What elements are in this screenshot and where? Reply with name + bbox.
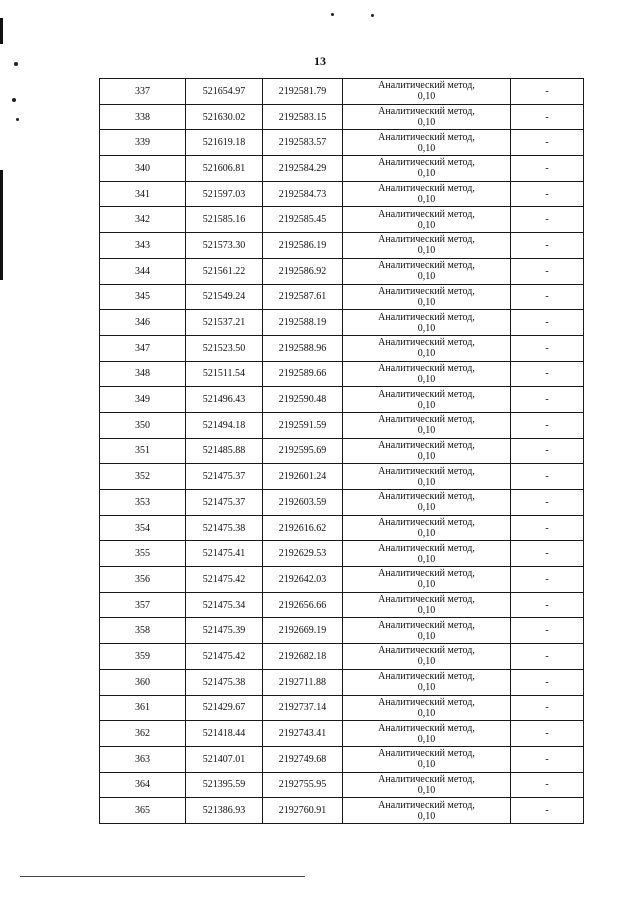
y-coordinate-cell: 2192591.59: [263, 412, 343, 438]
point-number-cell: 361: [100, 695, 186, 721]
description-cell: -: [511, 79, 584, 105]
y-coordinate-cell: 2192585.45: [263, 207, 343, 233]
method-text: 0,10: [417, 682, 436, 694]
x-coordinate-cell: 521386.93: [186, 798, 263, 824]
method-text: 0,10: [417, 759, 436, 771]
table-row: [100, 592, 584, 618]
y-coordinate-cell: 2192595.69: [263, 438, 343, 464]
point-number-cell: 349: [100, 387, 186, 413]
method-cell: [343, 464, 511, 490]
method-text: 0,10: [417, 579, 436, 591]
method-text: 0,10: [417, 142, 436, 154]
method-cell: [343, 798, 511, 824]
description-cell: -: [511, 130, 584, 156]
method-cell: [343, 233, 511, 259]
table-row: [100, 310, 584, 336]
method-text: Аналитический метод,: [378, 619, 475, 631]
x-coordinate-cell: 521654.97: [186, 79, 263, 105]
table-row: [100, 233, 584, 259]
scan-speck: [371, 14, 374, 17]
point-number-cell: 337: [100, 79, 186, 105]
point-number-cell: 351: [100, 438, 186, 464]
method-text: 0,10: [417, 399, 436, 411]
table-row: [100, 412, 584, 438]
method-text: Аналитический метод,: [378, 157, 475, 169]
scan-speck: [16, 118, 19, 121]
x-coordinate-cell: 521585.16: [186, 207, 263, 233]
method-text: 0,10: [417, 476, 436, 488]
method-cell: [343, 130, 511, 156]
x-coordinate-cell: 521475.37: [186, 464, 263, 490]
method-cell: [343, 669, 511, 695]
x-coordinate-cell: 521511.54: [186, 361, 263, 387]
table-row: [100, 207, 584, 233]
coordinates-table: [99, 78, 584, 824]
point-number-cell: 339: [100, 130, 186, 156]
y-coordinate-cell: 2192642.03: [263, 567, 343, 593]
x-coordinate-cell: 521494.18: [186, 412, 263, 438]
method-text: Аналитический метод,: [378, 311, 475, 323]
method-cell: [343, 541, 511, 567]
description-cell: -: [511, 644, 584, 670]
x-coordinate-cell: 521619.18: [186, 130, 263, 156]
point-number-cell: 352: [100, 464, 186, 490]
method-text: 0,10: [417, 322, 436, 334]
method-text: Аналитический метод,: [378, 208, 475, 220]
method-text: 0,10: [417, 553, 436, 565]
y-coordinate-cell: 2192755.95: [263, 772, 343, 798]
y-coordinate-cell: 2192743.41: [263, 721, 343, 747]
x-coordinate-cell: 521485.88: [186, 438, 263, 464]
method-text: Аналитический метод,: [378, 234, 475, 246]
x-coordinate-cell: 521475.34: [186, 592, 263, 618]
scan-edge-mark: [0, 170, 3, 280]
point-number-cell: 360: [100, 669, 186, 695]
table-row: [100, 515, 584, 541]
method-cell: [343, 721, 511, 747]
table-row: [100, 669, 584, 695]
description-cell: -: [511, 592, 584, 618]
method-text: Аналитический метод,: [378, 491, 475, 503]
method-cell: [343, 592, 511, 618]
point-number-cell: 340: [100, 156, 186, 182]
method-text: 0,10: [417, 348, 436, 360]
method-text: Аналитический метод,: [378, 671, 475, 683]
point-number-cell: 348: [100, 361, 186, 387]
table-row: [100, 79, 584, 105]
method-cell: [343, 644, 511, 670]
x-coordinate-cell: 521407.01: [186, 746, 263, 772]
method-text: 0,10: [417, 425, 436, 437]
description-cell: -: [511, 669, 584, 695]
method-cell: [343, 387, 511, 413]
method-text: Аналитический метод,: [378, 722, 475, 734]
x-coordinate-cell: 521395.59: [186, 772, 263, 798]
description-cell: -: [511, 387, 584, 413]
description-cell: -: [511, 541, 584, 567]
point-number-cell: 342: [100, 207, 186, 233]
point-number-cell: 362: [100, 721, 186, 747]
method-cell: [343, 438, 511, 464]
method-text: 0,10: [417, 784, 436, 796]
point-number-cell: 364: [100, 772, 186, 798]
table-row: [100, 156, 584, 182]
scan-speck: [331, 13, 334, 16]
point-number-cell: 350: [100, 412, 186, 438]
x-coordinate-cell: 521573.30: [186, 233, 263, 259]
table-row: [100, 798, 584, 824]
table-row: [100, 284, 584, 310]
x-coordinate-cell: 521630.02: [186, 104, 263, 130]
method-cell: [343, 181, 511, 207]
description-cell: -: [511, 207, 584, 233]
method-text: 0,10: [417, 194, 436, 206]
method-text: Аналитический метод,: [378, 542, 475, 554]
description-cell: -: [511, 181, 584, 207]
table-row: [100, 258, 584, 284]
x-coordinate-cell: 521475.39: [186, 618, 263, 644]
point-number-cell: 353: [100, 490, 186, 516]
table-row: [100, 695, 584, 721]
method-text: Аналитический метод,: [378, 773, 475, 785]
method-text: 0,10: [417, 733, 436, 745]
scan-speck: [12, 98, 16, 102]
description-cell: -: [511, 618, 584, 644]
table-row: [100, 130, 584, 156]
table-row: [100, 335, 584, 361]
method-text: Аналитический метод,: [378, 131, 475, 143]
method-text: Аналитический метод,: [378, 414, 475, 426]
y-coordinate-cell: 2192587.61: [263, 284, 343, 310]
table-row: [100, 490, 584, 516]
point-number-cell: 338: [100, 104, 186, 130]
method-text: Аналитический метод,: [378, 285, 475, 297]
method-cell: [343, 772, 511, 798]
method-cell: [343, 695, 511, 721]
method-text: Аналитический метод,: [378, 594, 475, 606]
table-row: [100, 104, 584, 130]
method-cell: [343, 258, 511, 284]
method-text: 0,10: [417, 373, 436, 385]
y-coordinate-cell: 2192584.29: [263, 156, 343, 182]
y-coordinate-cell: 2192629.53: [263, 541, 343, 567]
method-text: 0,10: [417, 810, 436, 822]
method-text: Аналитический метод,: [378, 568, 475, 580]
y-coordinate-cell: 2192656.66: [263, 592, 343, 618]
method-text: 0,10: [417, 502, 436, 514]
y-coordinate-cell: 2192588.96: [263, 335, 343, 361]
point-number-cell: 355: [100, 541, 186, 567]
method-cell: [343, 567, 511, 593]
y-coordinate-cell: 2192583.57: [263, 130, 343, 156]
table-row: [100, 387, 584, 413]
x-coordinate-cell: 521475.38: [186, 515, 263, 541]
point-number-cell: 347: [100, 335, 186, 361]
method-text: 0,10: [417, 707, 436, 719]
x-coordinate-cell: 521429.67: [186, 695, 263, 721]
table-row: [100, 438, 584, 464]
description-cell: -: [511, 746, 584, 772]
point-number-cell: 356: [100, 567, 186, 593]
description-cell: -: [511, 284, 584, 310]
method-text: Аналитический метод,: [378, 80, 475, 92]
point-number-cell: 341: [100, 181, 186, 207]
method-text: Аналитический метод,: [378, 362, 475, 374]
method-text: 0,10: [417, 528, 436, 540]
x-coordinate-cell: 521549.24: [186, 284, 263, 310]
table-row: [100, 721, 584, 747]
method-text: 0,10: [417, 656, 436, 668]
table-row: [100, 644, 584, 670]
description-cell: -: [511, 721, 584, 747]
x-coordinate-cell: 521475.38: [186, 669, 263, 695]
method-cell: [343, 515, 511, 541]
table-row: [100, 567, 584, 593]
y-coordinate-cell: 2192590.48: [263, 387, 343, 413]
point-number-cell: 354: [100, 515, 186, 541]
method-cell: [343, 746, 511, 772]
description-cell: -: [511, 156, 584, 182]
method-text: Аналитический метод,: [378, 106, 475, 118]
method-text: 0,10: [417, 605, 436, 617]
description-cell: -: [511, 104, 584, 130]
description-cell: -: [511, 798, 584, 824]
description-cell: -: [511, 695, 584, 721]
y-coordinate-cell: 2192584.73: [263, 181, 343, 207]
x-coordinate-cell: 521475.42: [186, 644, 263, 670]
table-row: [100, 541, 584, 567]
method-cell: [343, 361, 511, 387]
y-coordinate-cell: 2192581.79: [263, 79, 343, 105]
method-text: Аналитический метод,: [378, 696, 475, 708]
description-cell: -: [511, 412, 584, 438]
y-coordinate-cell: 2192760.91: [263, 798, 343, 824]
method-cell: [343, 284, 511, 310]
y-coordinate-cell: 2192669.19: [263, 618, 343, 644]
method-cell: [343, 79, 511, 105]
x-coordinate-cell: 521561.22: [186, 258, 263, 284]
y-coordinate-cell: 2192588.19: [263, 310, 343, 336]
method-text: 0,10: [417, 91, 436, 103]
y-coordinate-cell: 2192586.92: [263, 258, 343, 284]
method-cell: [343, 156, 511, 182]
description-cell: -: [511, 258, 584, 284]
point-number-cell: 359: [100, 644, 186, 670]
method-cell: [343, 335, 511, 361]
method-cell: [343, 618, 511, 644]
x-coordinate-cell: 521475.41: [186, 541, 263, 567]
point-number-cell: 358: [100, 618, 186, 644]
footer-rule: [20, 876, 305, 877]
point-number-cell: 363: [100, 746, 186, 772]
table-row: [100, 361, 584, 387]
method-cell: [343, 490, 511, 516]
x-coordinate-cell: 521606.81: [186, 156, 263, 182]
description-cell: -: [511, 233, 584, 259]
method-text: 0,10: [417, 219, 436, 231]
method-text: Аналитический метод,: [378, 439, 475, 451]
table-row: [100, 618, 584, 644]
method-text: Аналитический метод,: [378, 645, 475, 657]
description-cell: -: [511, 515, 584, 541]
method-text: 0,10: [417, 271, 436, 283]
y-coordinate-cell: 2192603.59: [263, 490, 343, 516]
description-cell: -: [511, 490, 584, 516]
method-text: Аналитический метод,: [378, 388, 475, 400]
method-text: Аналитический метод,: [378, 799, 475, 811]
y-coordinate-cell: 2192586.19: [263, 233, 343, 259]
method-text: 0,10: [417, 168, 436, 180]
point-number-cell: 343: [100, 233, 186, 259]
x-coordinate-cell: 521496.43: [186, 387, 263, 413]
y-coordinate-cell: 2192749.68: [263, 746, 343, 772]
method-cell: [343, 310, 511, 336]
description-cell: -: [511, 335, 584, 361]
scan-edge-mark: [0, 18, 3, 44]
x-coordinate-cell: 521475.42: [186, 567, 263, 593]
table-row: [100, 181, 584, 207]
description-cell: -: [511, 438, 584, 464]
method-cell: [343, 207, 511, 233]
method-text: Аналитический метод,: [378, 748, 475, 760]
description-cell: -: [511, 464, 584, 490]
y-coordinate-cell: 2192616.62: [263, 515, 343, 541]
description-cell: -: [511, 772, 584, 798]
point-number-cell: 365: [100, 798, 186, 824]
y-coordinate-cell: 2192737.14: [263, 695, 343, 721]
method-text: 0,10: [417, 450, 436, 462]
method-cell: [343, 104, 511, 130]
page-number: 13: [314, 54, 326, 68]
method-text: Аналитический метод,: [378, 183, 475, 195]
method-text: Аналитический метод,: [378, 260, 475, 272]
x-coordinate-cell: 521418.44: [186, 721, 263, 747]
y-coordinate-cell: 2192682.18: [263, 644, 343, 670]
method-cell: [343, 412, 511, 438]
point-number-cell: 357: [100, 592, 186, 618]
method-text: 0,10: [417, 245, 436, 257]
method-text: Аналитический метод,: [378, 465, 475, 477]
method-text: Аналитический метод,: [378, 517, 475, 529]
method-text: Аналитический метод,: [378, 337, 475, 349]
x-coordinate-cell: 521523.50: [186, 335, 263, 361]
description-cell: -: [511, 567, 584, 593]
point-number-cell: 345: [100, 284, 186, 310]
x-coordinate-cell: 521475.37: [186, 490, 263, 516]
table-row: [100, 772, 584, 798]
description-cell: -: [511, 310, 584, 336]
point-number-cell: 346: [100, 310, 186, 336]
y-coordinate-cell: 2192711.88: [263, 669, 343, 695]
table-row: [100, 746, 584, 772]
x-coordinate-cell: 521537.21: [186, 310, 263, 336]
y-coordinate-cell: 2192583.15: [263, 104, 343, 130]
point-number-cell: 344: [100, 258, 186, 284]
y-coordinate-cell: 2192589.66: [263, 361, 343, 387]
method-text: 0,10: [417, 117, 436, 129]
table-row: [100, 464, 584, 490]
method-text: 0,10: [417, 630, 436, 642]
x-coordinate-cell: 521597.03: [186, 181, 263, 207]
y-coordinate-cell: 2192601.24: [263, 464, 343, 490]
method-text: 0,10: [417, 296, 436, 308]
description-cell: -: [511, 361, 584, 387]
